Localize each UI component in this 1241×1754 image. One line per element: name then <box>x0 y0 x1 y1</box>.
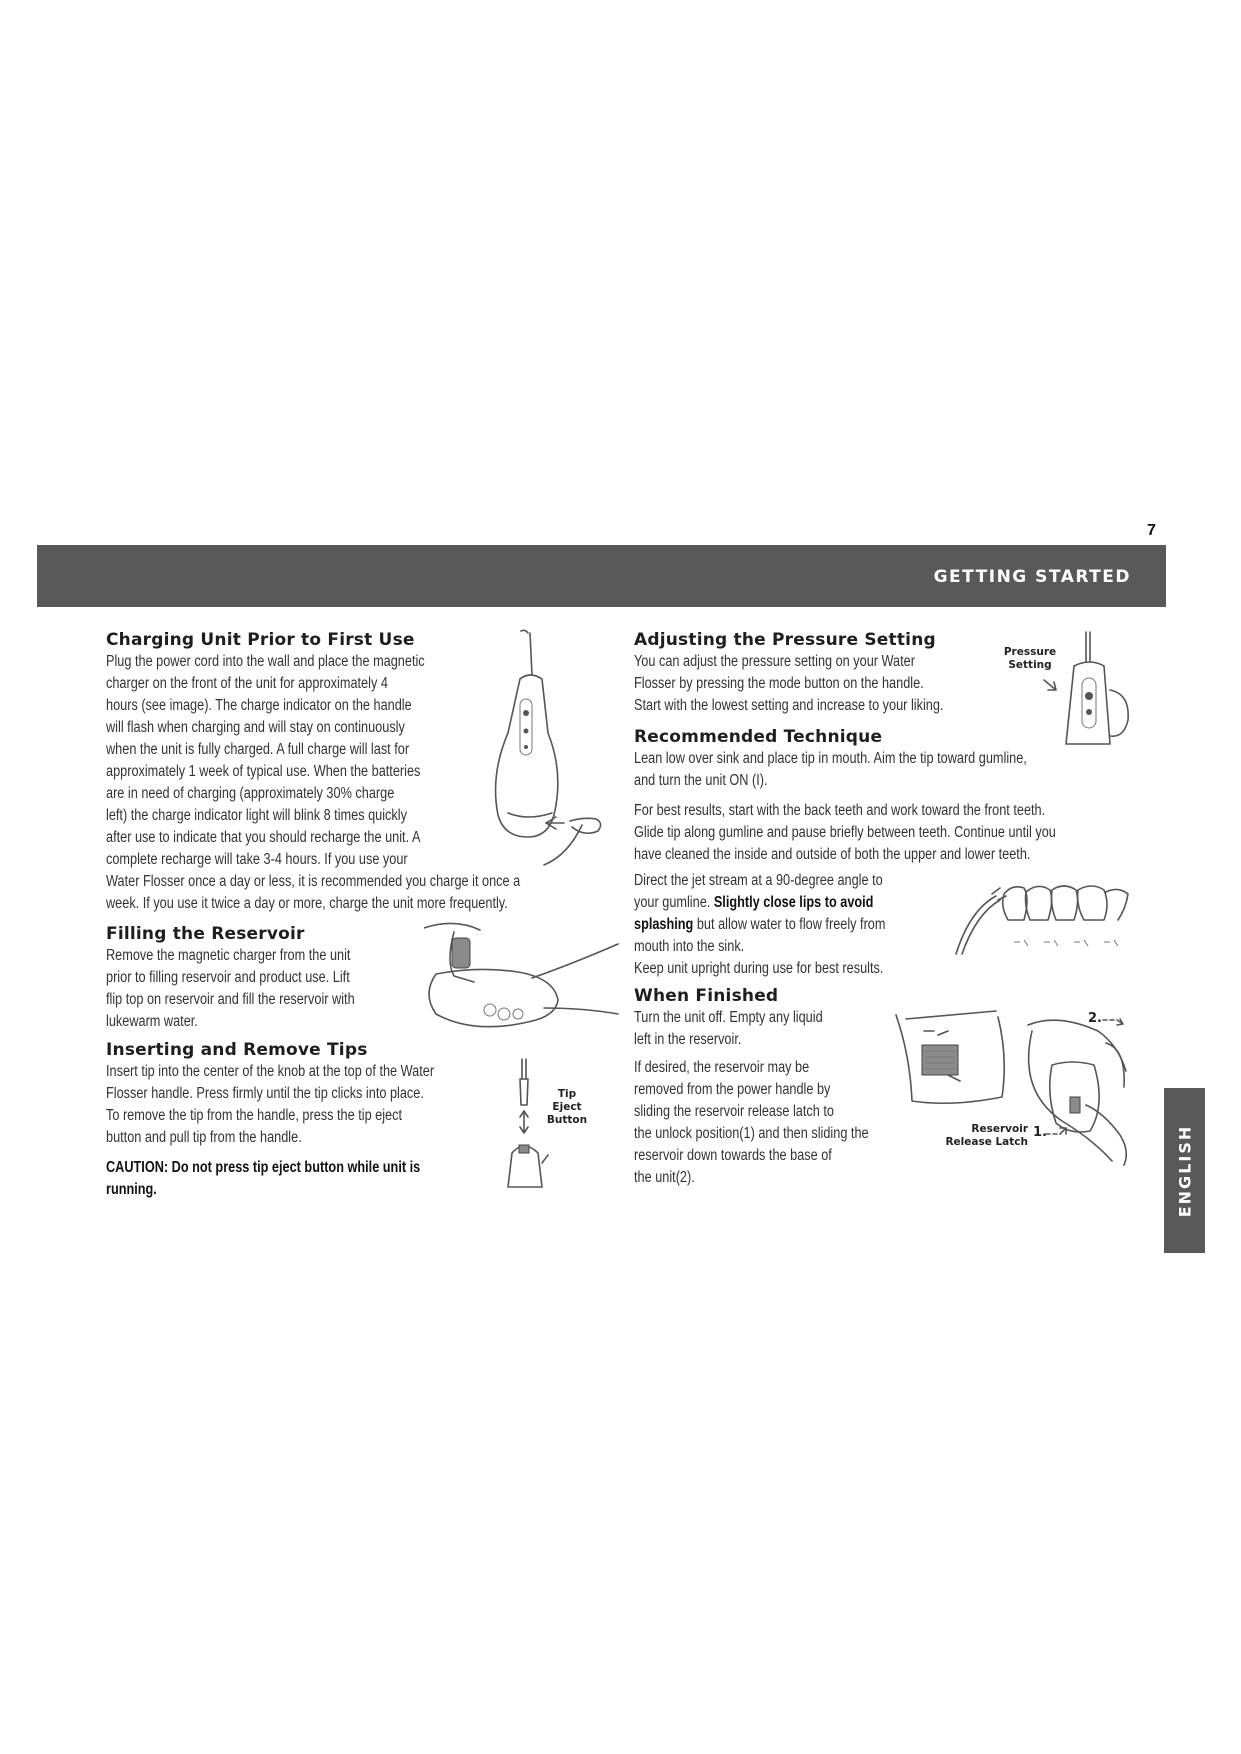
step-2-label: 2. <box>1088 1011 1102 1026</box>
technique-para1-line: Lean low over sink and place tip in mouth. Aim the tip toward gumline, <box>634 750 1027 767</box>
charging-line: Water Flosser once a day or less, it is recommended you charge it once a <box>106 873 521 890</box>
technique-heading: Recommended Technique <box>634 727 883 747</box>
technique-emphasis: Slightly close lips to avoid <box>713 894 874 911</box>
tips-section <box>106 1039 546 1201</box>
teeth-illustration <box>952 884 1132 959</box>
filling-line: prior to filling reservoir and product use. Lift <box>106 969 350 986</box>
tips-line: To remove the tip from the handle, press the tip eject <box>106 1107 403 1124</box>
filling-section <box>106 923 409 1033</box>
technique-text: your gumline. <box>634 894 714 911</box>
finished-para2-line: the unit(2). <box>634 1169 695 1186</box>
caution-text: CAUTION: Do not press tip eject button while unit is running. <box>106 1159 421 1198</box>
header-bar <box>37 545 1166 607</box>
tips-heading: Inserting and Remove Tips <box>106 1040 368 1060</box>
finished-para2-line: the unlock position(1) and then sliding the <box>634 1125 869 1142</box>
charging-line: are in need of charging (approximately 30% charge <box>106 785 395 802</box>
finished-para2-line: removed from the power handle by <box>634 1081 831 1098</box>
technique-para1-line: and turn the unit ON (I). <box>634 772 768 789</box>
finished-para2-line: reservoir down towards the base of <box>634 1147 832 1164</box>
filling-line: lukewarm water. <box>106 1013 198 1030</box>
filling-line: Remove the magnetic charger from the unit <box>106 947 351 964</box>
technique-para3-line: Direct the jet stream at a 90-degree angle to <box>634 872 883 889</box>
pressure-line: You can adjust the pressure setting on your Water <box>634 653 915 670</box>
charging-line: hours (see image). The charge indicator on the handle <box>106 697 412 714</box>
charging-line: approximately 1 week of typical use. When the batteries <box>106 763 421 780</box>
pressure-heading: Adjusting the Pressure Setting <box>634 630 936 650</box>
tips-line: button and pull tip from the handle. <box>106 1129 302 1146</box>
technique-para3-line: mouth into the sink. <box>634 938 745 955</box>
page-number: 7 <box>1147 522 1156 539</box>
charging-line: will flash when charging and will stay on continuously <box>106 719 405 736</box>
language-label: ENGLISH <box>1175 1124 1194 1217</box>
step-1-label: 1. <box>1033 1125 1047 1140</box>
filling-heading: Filling the Reservoir <box>106 924 305 944</box>
technique-para2-line: Glide tip along gumline and pause briefly between teeth. Continue until you <box>634 824 1056 841</box>
tips-line: Insert tip into the center of the knob at the top of the Water <box>106 1063 435 1080</box>
charging-line: after use to indicate that you should recharge the unit. A <box>106 829 421 846</box>
pressure-line: Flosser by pressing the mode button on the handle. <box>634 675 924 692</box>
charging-line: complete recharge will take 3-4 hours. If you use your <box>106 851 408 868</box>
finished-para2-line: If desired, the reservoir may be <box>634 1059 810 1076</box>
charging-line: week. If you use it twice a day or more, charge the unit more frequently. <box>106 895 508 912</box>
language-tab <box>1164 1088 1205 1253</box>
charging-line: Plug the power cord into the wall and place the magnetic <box>106 653 425 670</box>
charging-illustration <box>478 627 618 872</box>
tip-eject-callout: Tip Eject Button <box>546 1088 588 1126</box>
pressure-line: Start with the lowest setting and increase to your liking. <box>634 697 944 714</box>
tips-line: Flosser handle. Press firmly until the tip clicks into place. <box>106 1085 424 1102</box>
technique-para3-line: Keep unit upright during use for best results. <box>634 960 884 977</box>
finished-para1-line: left in the reservoir. <box>634 1031 742 1048</box>
filling-line: flip top on reservoir and fill the reservoir with <box>106 991 355 1008</box>
arrow-icon <box>1044 1124 1070 1138</box>
finished-heading: When Finished <box>634 986 779 1006</box>
technique-emphasis: splashing <box>634 916 694 933</box>
reservoir-latch-callout: Reservoir Release Latch <box>945 1123 1028 1148</box>
charging-heading: Charging Unit Prior to First Use <box>106 630 415 650</box>
finished-para2-line: sliding the reservoir release latch to <box>634 1103 834 1120</box>
technique-para2-line: For best results, start with the back teeth and work toward the front teeth. <box>634 802 1046 819</box>
charging-line: charger on the front of the unit for approximately 4 <box>106 675 388 692</box>
finished-section <box>634 985 920 1189</box>
finished-para1-line: Turn the unit off. Empty any liquid <box>634 1009 823 1026</box>
filling-illustration <box>424 918 619 1043</box>
technique-para2-line: have cleaned the inside and outside of both the upper and lower teeth. <box>634 846 1031 863</box>
section-title: GETTING STARTED <box>933 567 1131 587</box>
reservoir-illustration <box>892 1005 1140 1175</box>
charging-line: left) the charge indicator light will blink 8 times quickly <box>106 807 407 824</box>
arrow-icon <box>1101 1014 1127 1028</box>
pressure-section <box>634 629 1011 717</box>
technique-text: but allow water to flow freely from <box>693 916 886 933</box>
pressure-callout: Pressure Setting <box>1003 646 1057 671</box>
charging-line: when the unit is fully charged. A full charge will last for <box>106 741 410 758</box>
